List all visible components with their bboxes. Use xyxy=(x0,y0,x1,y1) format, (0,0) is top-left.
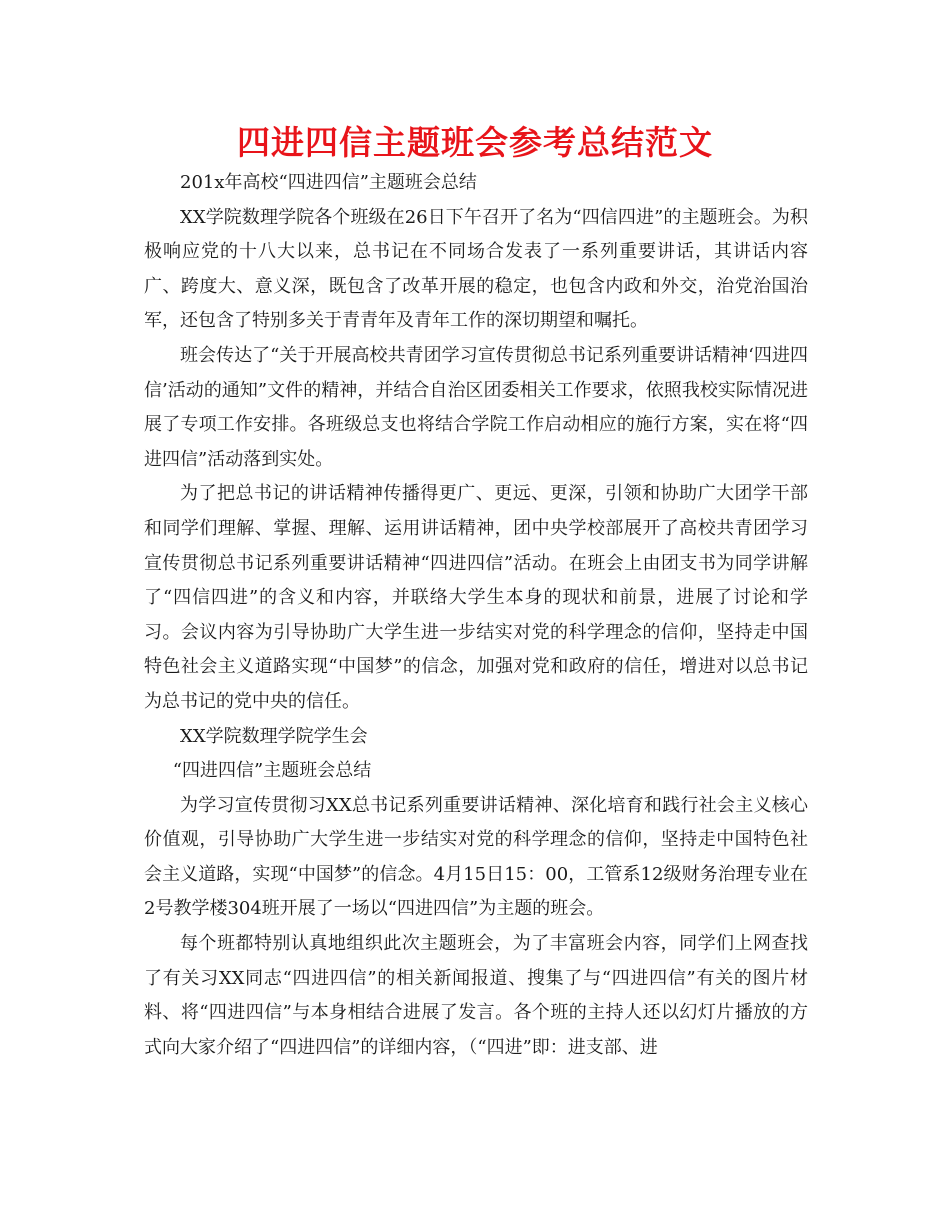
body-paragraph: 班会传达了“关于开展高校共青团学习宣传贯彻总书记系列重要讲话精神‘四进四信’活动的通知”文件的精神，并结合自治区团委相关工作要求，依照我校实际情况进展了专项工作安排。各班级总支也将结合学院工作启动相应的施行方案，实在将“四进四信”活动落到实处。 xyxy=(144,344,808,470)
document-body xyxy=(144,166,808,1065)
subtitle-paragraph: 201x年高校“四进四信”主题班会总结 xyxy=(180,172,477,193)
section-heading-paragraph: “四进四信”主题班会总结 xyxy=(172,760,372,782)
body-paragraph: 每个班都特别认真地组织此次主题班会，为了丰富班会内容，同学们上网查找了有关习XX同志“四进四信”的相关新闻报道、搜集了与“四进四信”有关的图片材料、将“四进四信”与本身相结合进展了发言。各个班的主持人还以幻灯片播放的方式向大家介绍了“四进四信”的详细内容，（“四进”即：进支部、进 xyxy=(144,933,808,1058)
body-paragraph: 为了把总书记的讲话精神传播得更广、更远、更深，引领和协助广大团学干部和同学们理解、掌握、理解、运用讲话精神，团中央学校部展开了高校共青团学习宣传贯彻总书记系列重要讲话精神“四进四信”活动。在班会上由团支书为同学讲解了“四信四进”的含义和内容，并联络大学生本身的现状和前景，进展了讨论和学习。会议内容为引导协助广大学生进一步结实对党的科学理念的信仰，坚持走中国特色社会主义道路实现“中国梦”的信念，加强对党和政府的信任，增进对以总书记为总书记的党中央的信任。 xyxy=(144,483,808,712)
body-paragraph: 为学习宣传贯彻习XX总书记系列重要讲话精神、深化培育和践行社会主义核心价值观，引导协助广大学生进一步结实对党的科学理念的信仰，坚持走中国特色社会主义道路，实现“中国梦”的信念。4月15日15：00，工管系12级财务治理专业在2号教学楼304班开展了一场以“四进四信”为主题的班会。 xyxy=(144,794,808,920)
signature-paragraph: XX学院数理学院学生会 xyxy=(180,725,368,747)
body-paragraph: XX学院数理学院各个班级在26日下午召开了名为“四信四进”的主题班会。为积极响应党的十八大以来，总书记在不同场合发表了一系列重要讲话，其讲话内容广、跨度大、意义深，既包含了改革开展的稳定，也包含内政和外交，治党治国治军，还包含了特别多关于青青年及青年工作的深切期望和嘱托。 xyxy=(144,206,808,332)
document-title: 四进四信主题班会参考总结范文 xyxy=(237,123,713,162)
